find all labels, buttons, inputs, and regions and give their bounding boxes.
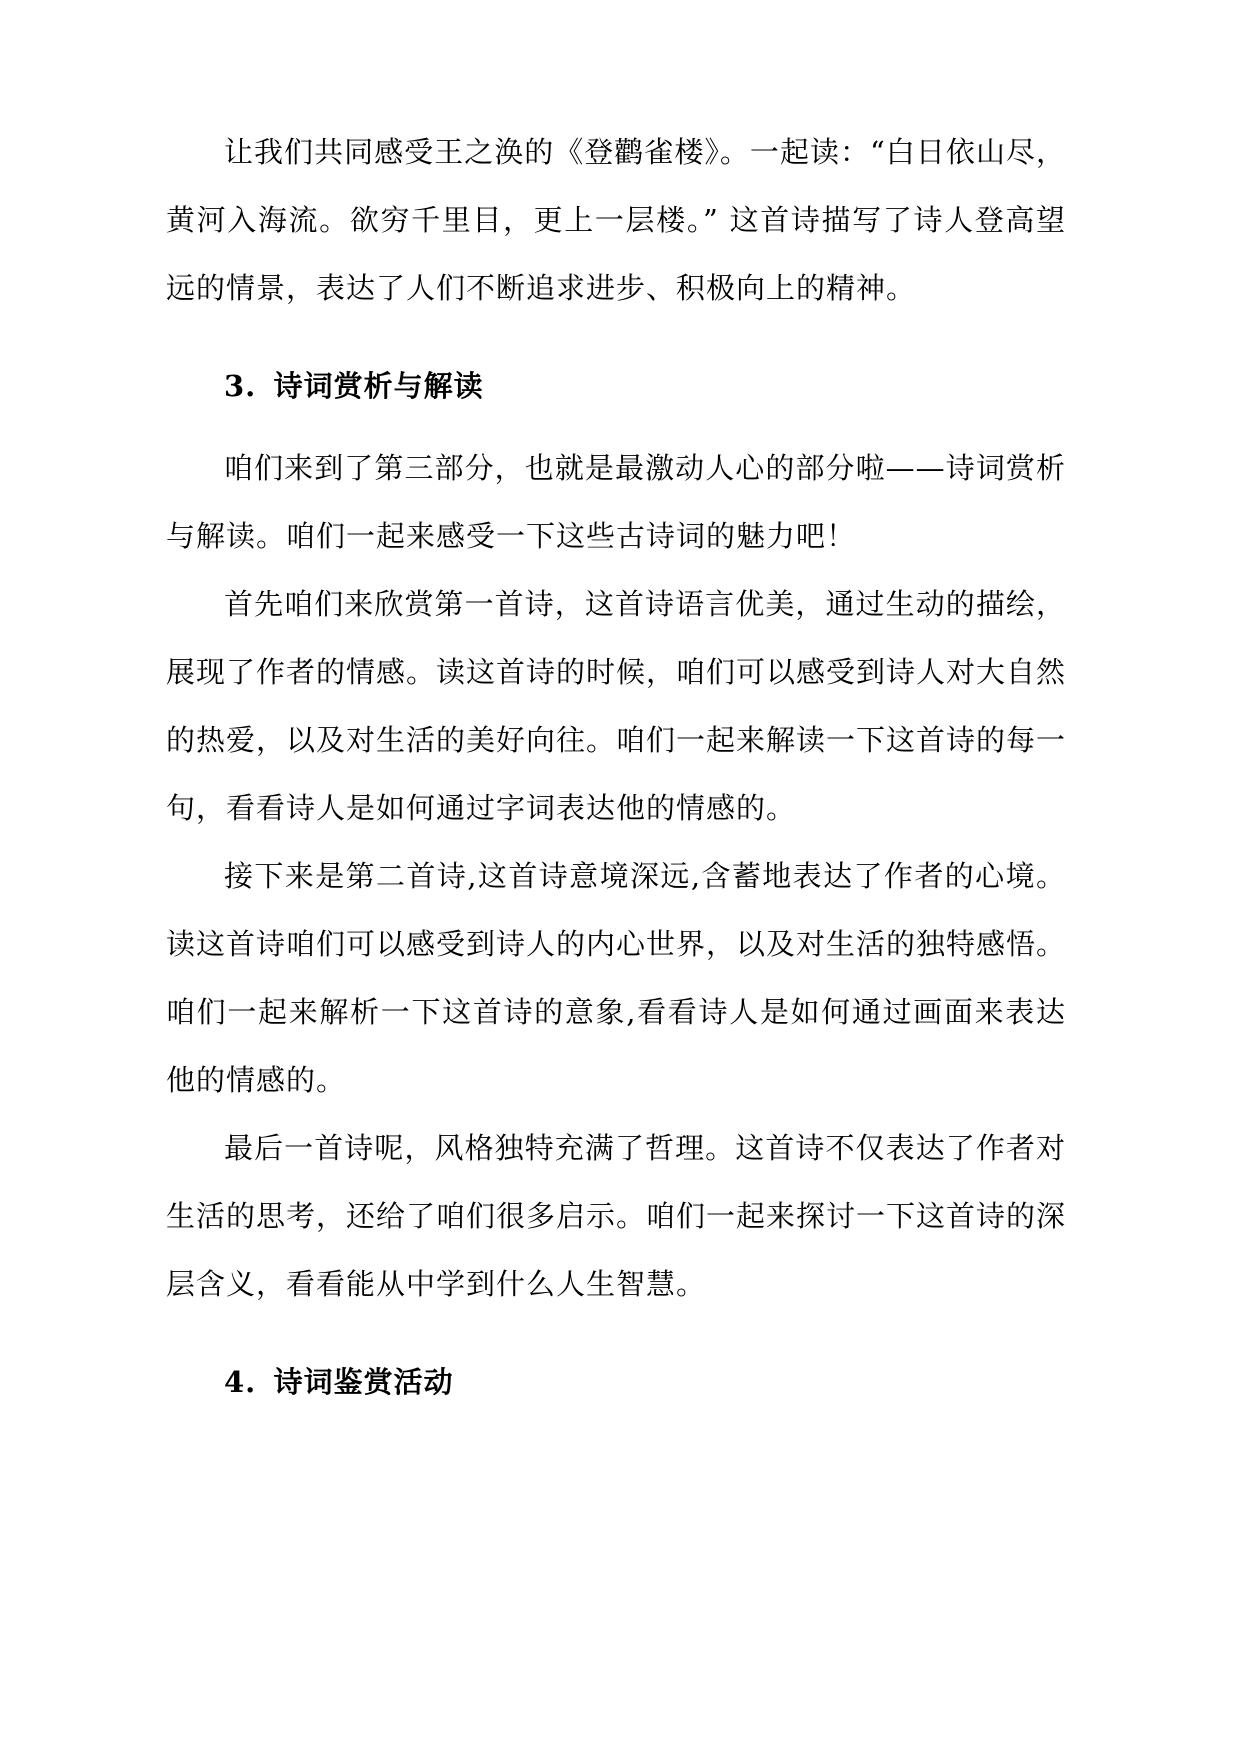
heading-text: 诗词鉴赏活动 xyxy=(273,1365,454,1399)
paragraph: 让我们共同感受王之涣的《登鹳雀楼》。一起读：“白日依山尽，黄河入海流。欲穷千里目，更上一层楼。” 这首诗描写了诗人登高望远的情景，表达了人们不断追求进步、积极向上的精神。 xyxy=(166,135,1066,305)
section-heading xyxy=(166,1360,1066,1404)
heading-number: 4. xyxy=(224,1365,257,1399)
heading-text: 诗词赏析与解读 xyxy=(273,369,484,403)
document-content xyxy=(166,118,1066,1404)
paragraph: 接下来是第二首诗,这首诗意境深远,含蓄地表达了作者的心境。读这首诗咱们可以感受到诗人的内心世界，以及对生活的独特感悟。咱们一起来解析一下这首诗的意象,看看诗人是如何通过画面来表达他的情感的。 xyxy=(166,859,1067,1097)
paragraph: 首先咱们来欣赏第一首诗，这首诗语言优美，通过生动的描绘，展现了作者的情感。读这首诗的时候，咱们可以感受到诗人对大自然的热爱，以及对生活的美好向往。咱们一起来解读一下这首诗的每一句，看看诗人是如何通过字词表达他的情感的。 xyxy=(166,587,1067,825)
paragraph: 咱们来到了第三部分，也就是最激动人心的部分啦——诗词赏析与解读。咱们一起来感受一下这些古诗词的魅力吧！ xyxy=(166,451,1066,553)
heading-number: 3. xyxy=(224,369,257,403)
section-heading xyxy=(166,364,1066,408)
paragraph: 最后一首诗呢，风格独特充满了哲理。这首诗不仅表达了作者对生活的思考，还给了咱们很多启示。咱们一起来探讨一下这首诗的深层含义，看看能从中学到什么人生智慧。 xyxy=(166,1131,1067,1301)
